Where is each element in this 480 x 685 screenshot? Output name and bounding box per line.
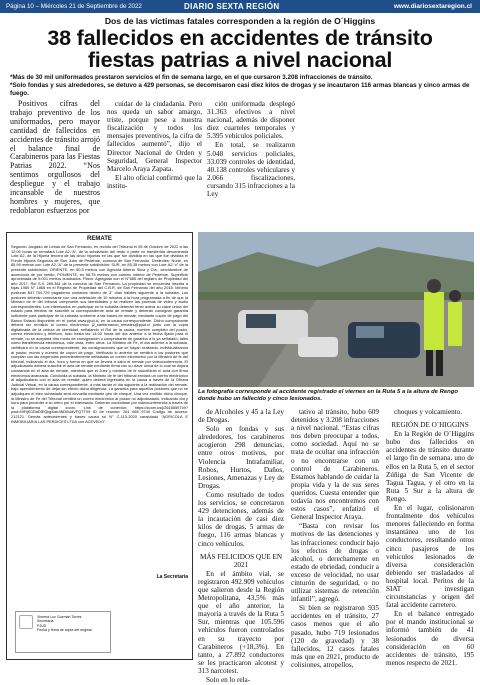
paragraph: cuidar de la ciudadanía. Pero nos queda un sabor amargo, triste, porque pese a nuestra fiscalización y todos los mensajes preventivos, la cifra de fallecidos aumentó”, dijo el Director Nacional de Orden y Seguridad, General Inspector Marcelo Araya Zapata. (107, 100, 202, 173)
paragraph: Como resultado de todos los servicios, se concretaron 429 detenciones, además de la incautación de casi diez kilos de drogas, 5 armas de fuego, 116 armas blancas y cinco vehículos. (198, 490, 284, 548)
page-header (0, 0, 480, 13)
page-info: Página 10 – Miércoles 21 de Septiembre de 2022 (6, 3, 142, 10)
paragraph: Solo en fondas y sus alrededores, los carabineros acogieron 298 denuncias, entre otros motivos, por Violencia Intrafamiliar, Robos, Hurtos, Daños, Lesiones, Amenazas y Ley de Drogas. (198, 425, 284, 490)
masthead: DIARIO SEXTA REGIÓN (184, 2, 280, 11)
paragraph: “Basta con revisar los motivos de las detenciones y las infracciones: conducir bajo los efectos de drogas o alcohol, o derechamente en estado de ebriedad, conducir a exceso de velocidad, no usar cinturón de seguridad, o no utilizar sistemas de retención infantil”, agregó. (291, 522, 380, 604)
paragraph: El alto oficial confirmó que la institu- (107, 173, 202, 190)
stamp-line: Secretaria (37, 619, 54, 624)
paragraph: En total, se realizaron 5.048 servicios policiales, 33.039 controles de identidad, 40.138 controles vehiculares y 2.066 fiscalizaciones, cursando 315 infracciones a la Ley (207, 141, 295, 199)
top-column-3 (207, 100, 295, 199)
paragraph: tativo al tránsito, hubo 609 detenidos y 3.208 infracciones a nivel nacional. “Estas cifras nos deben preocupar a todos, como sociedad. Aquí no se trata de ocultar una infracción o no encontrarse con un control de Carabineros. Estamos hablando de cuidar la propia vida y la de sus seres queridos. Cuesta entender que todavía nos encontremos con estos casos”, enfatizó el General Inspector Araya. (291, 408, 379, 522)
subheadline-1: *Más de 30 mil uniformados prestaron servicios el fin de semana largo, en el que cursaron 3.208 infracciones de tránsito. (10, 74, 373, 81)
section-heading: MÁS FELICIDOS QUE EN 2021 (199, 552, 283, 569)
accident-photo-illustration (198, 232, 474, 387)
paragraph: Positivos cifras del trabajo preventivo de los uniformados, pero mayor cantidad de fallecidos en accidentes de tránsito arrojó el balance final de Carabineros para las Fiestas Patrias 2022. “Nos sentimos orgullosos del despliegue y el trabajo incansable de nuestros hombres y mujeres, que redoblaron esfuerzos por (10, 99, 100, 215)
paragraph: choques y volcamiento. (394, 408, 463, 416)
top-column-1 (10, 100, 100, 217)
paragraph: En la Región de O´Higgins hubo dos fallecidos en accidentes de tránsito durante el largo fin de semana, uno de ellos en la Ruta 5, en el sector Zúñiga de San Vicente de Tagua Tagua, y el otro en la Ruta 5 Sur a la altura de Rengo. (386, 430, 474, 503)
headline-line-1: 38 fallecidos en accidentes de tránsito (47, 26, 433, 50)
kicker: Dos de las víctimas fatales corresponden a la región de O´Higgins (104, 16, 376, 26)
stamp-line: PJUD (37, 623, 47, 628)
accident-photo (198, 232, 474, 387)
paragraph: ción uniformada desplegó 31.363 efectivos a nivel nacional, además de disponer diez cuarteles temporales y 5.395 vehículos policiales. (207, 100, 295, 141)
stamp-line: Fecha y firma de copia del original (37, 628, 92, 633)
headline (10, 27, 470, 71)
paragraph: de Alcoholes y 45 a la Ley de Drogas. (198, 408, 284, 425)
photo-caption: La fotografía corresponde al accidente registrado el viernes en la Ruta 5 a la altura de Rengo donde hubo un fallecido y cinco lesionados. (198, 389, 458, 402)
paragraph: En el balance entregado por el mando institucional se informó también de 41 lesionados de diversa consideración en 60 accidentes de tránsito, 195 menos respecto de 2021. (386, 610, 474, 667)
paragraph: Si bien se registraron 935 accidentes en el tránsito, 27 casos menos que el año pasado, hubo 719 lesionados (120 de gravedad) y 38 fallecidos, 12 casos fatales más que en 2021, producto de colisiones, atropellos, (291, 604, 379, 669)
auction-notice (6, 232, 193, 660)
auction-title: REMATE (87, 236, 112, 242)
section-heading: REGIÓN DE O´HIGGINS (391, 421, 469, 430)
stamp-seal-icon (19, 615, 33, 629)
auction-body: Segundo Juzgado de Letras de San Fernando, en recinto del Tribunal el 05 de Octubre de 2022 a las 12:00 horas se rematará Lote A2-“A”, de la subdivisión del resto o parte no transferida denominada Lote A2, de la Hijuela tercera de las cinco hijuelas en las que fue dividida en las que fue dividida el Fundo Hijuela Segunda de San Juan de Pedehue, comuna de San Fernando. Deslindes: Norte, en 85,99 metros con Lote A2-“A” de la presente subdivisión; SUR, en 85,35 metros con Lote A2-“c” de la presente subdivisión; ORIENTE, en 60,5 metros con Agrícola Alberto Silva y Cía., servidumbre de acueducto de por medio; PONIENTE, en 56,75 metros con camino interior de Pedehue. Superficie aproximada de 5.001 metros cuadrados. Plano: Agregado con el N°885 del registro de Propiedad del año 2017. Rol S.II. 289-361 de la comuna de San Fernando. La propiedad se encuentra inscrita a fojas 1985 N° 1865 en el Registro de Propiedad del C.B.R. de San Fernando del año 2018. Mínimo posturas $47.754.729 pagaderos contados dentro de 3° días hábiles siguiente a la subasta. Los postores deberán conectarse con una antelación de 10 minutos a la hora programada a fin de que la Ministro de fe del tribunal compruebe sus identidades y se realicen las pruebas de video y audio correspondientes. Los interesados en participar en la subasta deberán tener activa su clave única del estado para efectos de suscribir la correspondiente acta de remate y deberán consignar garantía suficiente para participar de la subasta conforme a las bases de remate, mediante cupón de pago del Banco Estado disponible en el portal www.pjud.cl, en la causa correspondiente. Dicho comprobante deberá ser remitido al correo electrónico j2_sanfernando_remates@pjud.cl junto con la copia digitalizada de la cédula de identidad, señalando el Rol de la causa, nombre completo del postor, correo electrónico y teléfono, todo hasta las 14:00 horas del día anterior a la fecha fijada para el remate, no se aceptará otro modo de consignación o comprobante de garantía a lo ya señalado, tales como transferencia electrónica, vale vista, entre otros. La Ministro de Fe, el día anterior a la subasta, certificará en la causa correspondiente, las consignaciones que se hayan realizado, individualizando al postor, monto y número de cupón de pago. Verificado lo anterior se remitirá a los postores que cumplan con las exigencias precedentemente señaladas un correo electrónico por la Ministro de fe del tribunal, indicando el día, hora y forma en que se llevará a cabo el remate por videoconferencia. El adjudicatario deberá suscribir el acta de remate mediante firma con su clave única de lo cual se dejará constancia en el acta de remate, mientras que el Juez y ministro de fe suscribirán el acta con firma electrónica avanzada. Concluida la subasta, la Ministro de fe del tribunal enviará un correo electrónico al adjudicatario con el acta de remate, quien deberá ingresarla en la causa a través de la Oficina Judicial Virtual, en la causa correspondiente, a más tardar el día siguiente a la realización del remate, bajo apercibimiento de dejar sin efecto dicha diligencia. La garantía para aquellos postores que no se adjudiquen el bien subastado será devuelta mediante giro de cheque. Una vez emitido dicho cheque, la Ministro de Fe del Tribunal remitirá un correo electrónico al postor no adjudicatario, indicando día y hora para proceder a su retiro por el interesado. Deberán conectarse por videoconferencia a través de la plataforma digital zoom, Link de conexión: https://zoom.us/j/2616659749? pwd=MFljK0ZlaDlEQkg4alc3NDB4dVFQTT09 ID de reunión: 261 665 9749 Código de acceso: 212121. Demás antecedentes y bases causa rol N° C-113-2020 caratulado “AGRICOLA E INMOBILIARIA LAS PERDICES LTDA con ACEVEDO”. (11, 244, 188, 424)
bottom-column-2 (291, 408, 379, 670)
signature-stamp (15, 611, 111, 653)
bottom-column-3 (386, 408, 474, 668)
paragraph: En el ámbito vial, se registraron 492.909 vehículos que salieron desde la Región Metropolitana, 43,5% más que el año anterior, la mayoría a través de la Ruta 5 Sur, mientras que 105.596 vehículos fueron controlados en su trayecto por Carabineros (+18,3%). En tanto, a 27.892 conductores se les practicaron alcotest y 313 narcotest. (198, 569, 284, 675)
top-column-2 (107, 100, 202, 191)
website-link[interactable]: www.diariosextaregion.cl (393, 3, 472, 10)
headline-line-2: fiestas patrias a nivel nacional (87, 48, 393, 72)
paragraph: Solo en lo rela- (206, 676, 251, 684)
auction-signature: La Secretaria (156, 574, 188, 580)
subheadline-2: *Solo fondas y sus alrededores, se detuvo a 429 personas, se decomisaron casi diez kilos de drogas y se incautaron 116 armas blancas y cinco armas de fuego. (10, 82, 470, 97)
bottom-column-1 (198, 408, 284, 685)
paragraph: En el lugar, colisionaron frontalmente dos vehículos menores falleciendo en forma instantánea uno de los conductores, resultando otros cinco pasajeros de los vehículos lesionados de diversa consideración debiendo ser trasladados al hospital local. Peritos de la SIAT investigan circunstancias y origen del fatal accidente carretero. (386, 504, 474, 610)
stamp-line: Ximena Luz Guzmán Torres (37, 615, 82, 619)
